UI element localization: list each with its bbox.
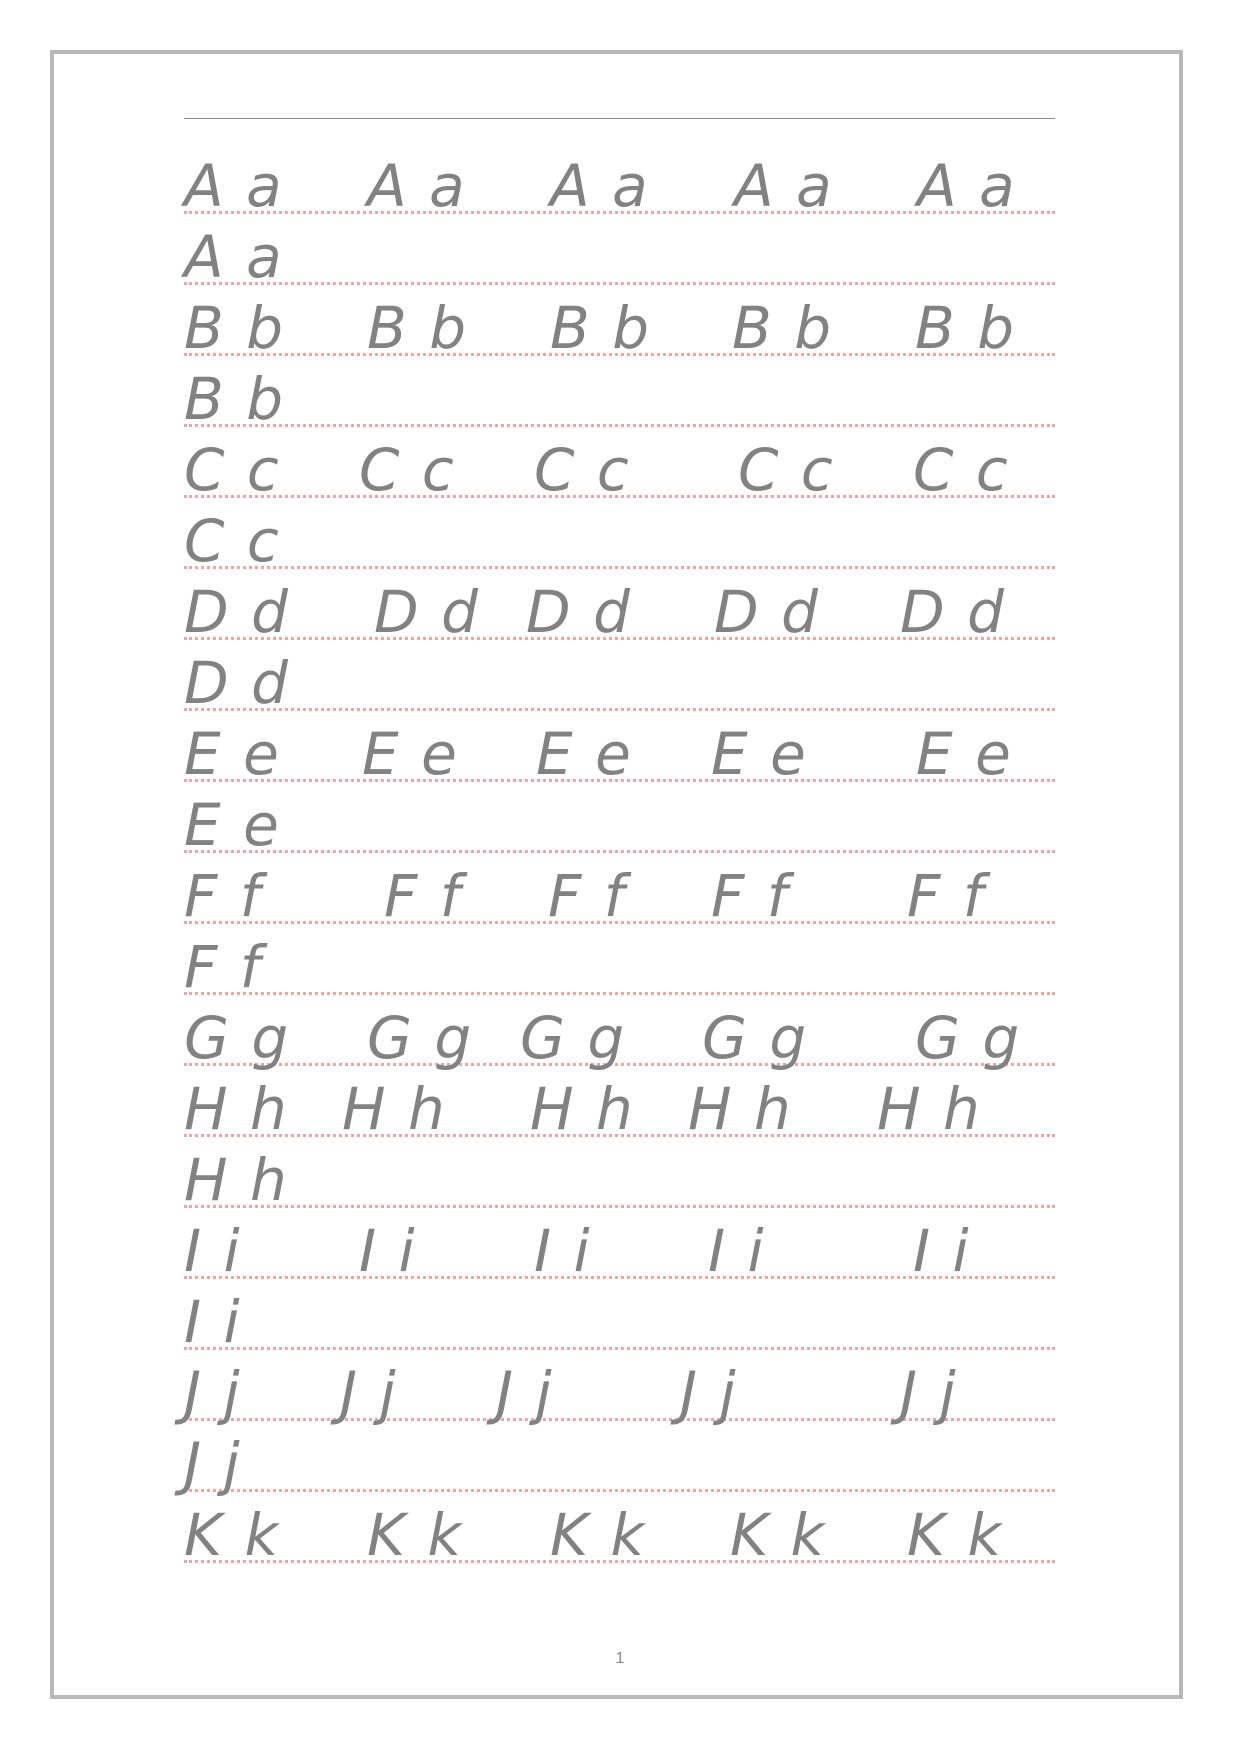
tracing-row <box>184 143 1055 220</box>
letter-pair: H h <box>184 1146 289 1214</box>
tracing-row <box>184 1208 1055 1285</box>
tracing-row <box>184 1279 1055 1356</box>
tracing-row <box>184 569 1055 646</box>
letter-pair: A a <box>184 152 284 220</box>
letter-pair: J j <box>184 1359 242 1427</box>
letter-pair: B b <box>184 365 286 433</box>
letter-pair: A a <box>917 152 1017 220</box>
letter-pair: D d <box>714 578 820 646</box>
letter-pair: E e <box>916 720 1013 788</box>
letter-pair: J j <box>496 1359 554 1427</box>
tracing-row <box>184 1492 1055 1569</box>
letter-pair: H h <box>877 1075 982 1143</box>
tracing-row <box>184 995 1055 1072</box>
letter-pair: C c <box>184 436 281 504</box>
letter-pair: C c <box>738 436 835 504</box>
letter-pair: A a <box>367 152 467 220</box>
letter-pair: E e <box>536 720 633 788</box>
tracing-row <box>184 1421 1055 1498</box>
letter-pair: D d <box>526 578 632 646</box>
letter-pair: G g <box>367 1004 474 1072</box>
letter-pair: C c <box>359 436 456 504</box>
letter-pair: H h <box>530 1075 635 1143</box>
letter-pair: J j <box>184 1430 242 1498</box>
letter-pair: A a <box>550 152 650 220</box>
letter-pair: I i <box>913 1217 971 1285</box>
letter-pair: G g <box>702 1004 809 1072</box>
letter-pair: H h <box>342 1075 447 1143</box>
tracing-row <box>184 1350 1055 1427</box>
tracing-row <box>184 853 1055 930</box>
letter-pair: C c <box>913 436 1010 504</box>
letter-pair: H h <box>184 1075 289 1143</box>
tracing-row <box>184 356 1055 433</box>
tracing-row <box>184 711 1055 788</box>
tracing-row <box>184 640 1055 717</box>
tracing-row <box>184 498 1055 575</box>
letter-pair: C c <box>534 436 631 504</box>
tracing-row <box>184 1066 1055 1143</box>
letter-pair: B b <box>184 294 286 362</box>
letter-pair: I i <box>708 1217 766 1285</box>
letter-pair: F f <box>711 862 790 930</box>
tracing-row <box>184 924 1055 1001</box>
letter-pair: K k <box>550 1501 647 1569</box>
letter-pair: F f <box>548 862 627 930</box>
letter-pair: I i <box>359 1217 417 1285</box>
tracing-row <box>184 427 1055 504</box>
letter-pair: K k <box>907 1501 1004 1569</box>
letter-pair: J j <box>900 1359 958 1427</box>
letter-pair: H h <box>688 1075 793 1143</box>
letter-pair: K k <box>184 1501 281 1569</box>
header-rule <box>184 118 1055 119</box>
tracing-row <box>184 1137 1055 1214</box>
letter-pair: I i <box>534 1217 592 1285</box>
letter-pair: E e <box>711 720 808 788</box>
letter-pair: A a <box>184 223 284 291</box>
letter-pair: G g <box>915 1004 1022 1072</box>
tracing-row <box>184 214 1055 291</box>
letter-pair: A a <box>734 152 834 220</box>
page-number: 1 <box>615 1650 625 1667</box>
letter-pair: F f <box>907 862 986 930</box>
letter-pair: B b <box>915 294 1017 362</box>
letter-pair: B b <box>550 294 652 362</box>
letter-pair: D d <box>184 649 290 717</box>
tracing-row <box>184 285 1055 362</box>
letter-pair: D d <box>374 578 480 646</box>
letter-pair: C c <box>184 507 281 575</box>
letter-pair: E e <box>184 791 281 859</box>
letter-pair: D d <box>184 578 290 646</box>
letter-pair: K k <box>730 1501 827 1569</box>
letter-pair: B b <box>732 294 834 362</box>
letter-pair: E e <box>184 720 281 788</box>
letter-pair: G g <box>520 1004 627 1072</box>
letter-pair: E e <box>362 720 459 788</box>
letter-pair: J j <box>680 1359 738 1427</box>
letter-pair: F f <box>184 862 263 930</box>
letter-pair: J j <box>340 1359 398 1427</box>
letter-pair: B b <box>367 294 469 362</box>
letter-pair: F f <box>184 933 263 1001</box>
tracing-row <box>184 782 1055 859</box>
letter-pair: D d <box>900 578 1006 646</box>
letter-pair: F f <box>384 862 463 930</box>
letter-pair: I i <box>184 1217 242 1285</box>
letter-pair: K k <box>367 1501 464 1569</box>
letter-pair: I i <box>184 1288 242 1356</box>
letter-pair: G g <box>184 1004 291 1072</box>
